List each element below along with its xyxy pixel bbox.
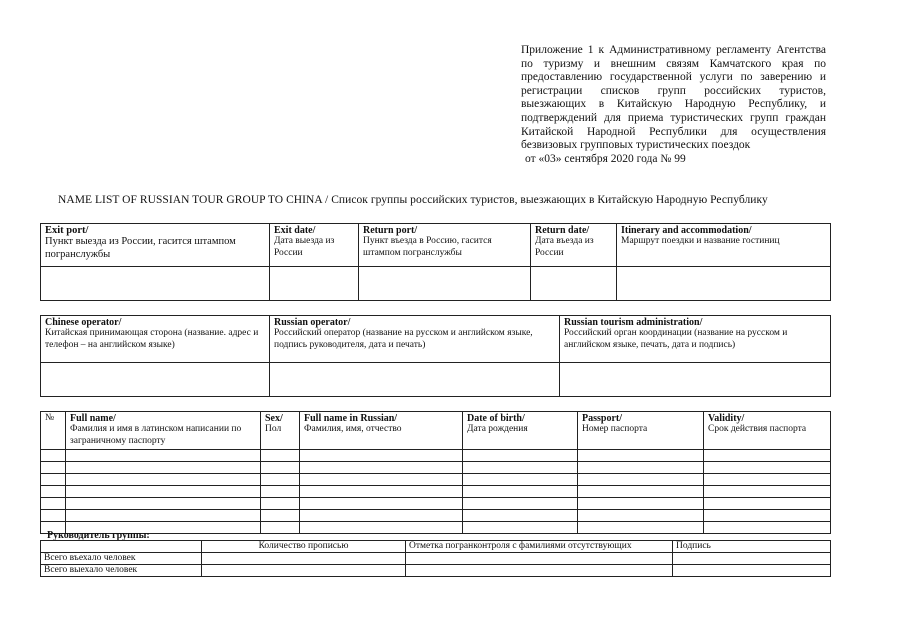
appendix-last-line: групповых туристических поездок: [580, 139, 751, 152]
group-leader-label: Руководитель группы:: [47, 530, 150, 541]
full-name-header: Full name/ Фамилия и имя в латинском написании по заграничному паспорту: [66, 412, 261, 450]
return-date-header: Return date/ Дата въезда из России: [531, 224, 617, 267]
exit-port-header: Exit port/ Пункт выезда из России, гасится штампом погранслужбы: [41, 224, 270, 267]
exit-port-field[interactable]: [41, 267, 270, 301]
appendix-date-line: от «03» сентября 2020 года № 99: [525, 152, 686, 165]
russian-operator-field[interactable]: [270, 363, 560, 397]
validity-header: Validity/ Срок действия паспорта: [704, 412, 831, 450]
entered-total-label: Всего въехало человек: [41, 553, 202, 565]
itinerary-header: Itinerary and accommodation/ Маршрут поездки и название гостиниц: [617, 224, 831, 267]
number-header: №: [41, 412, 66, 450]
entered-quantity-field[interactable]: [202, 553, 406, 565]
table-row[interactable]: [41, 462, 831, 474]
appendix-header: [521, 44, 826, 166]
tourists-table: [40, 411, 831, 534]
exit-date-field[interactable]: [270, 267, 359, 301]
tourism-administration-field[interactable]: [560, 363, 831, 397]
entered-signature-field[interactable]: [673, 553, 831, 565]
summary-corner-cell: [41, 541, 202, 553]
exited-border-mark-field[interactable]: [406, 565, 673, 577]
exited-signature-field[interactable]: [673, 565, 831, 577]
exited-quantity-field[interactable]: [202, 565, 406, 577]
date-of-birth-header: Date of birth/ Дата рождения: [463, 412, 578, 450]
exited-total-label: Всего выехало человек: [41, 565, 202, 577]
tourism-administration-header: Russian tourism administration/ Российский орган координации (название на русском и английском языке, печать, дата и подпись): [560, 316, 831, 363]
table-row[interactable]: [41, 498, 831, 510]
exit-date-header: Exit date/ Дата выезда из России: [270, 224, 359, 267]
full-name-russian-header: Full name in Russian/ Фамилия, имя, отчество: [300, 412, 463, 450]
appendix-text: Приложение 1 к Административному регламенту Агентства по туризму и внешним связям Камчатского края по предоставлению государственной услуги по заверению и регистрации списков групп российских туристов, выезжающих в Китайскую Народную Республику, и подтверждений для приема туристических групп граждан Китайской Народной Республики для осуществления безвизовых: [521, 44, 826, 152]
summary-table: [40, 540, 831, 577]
chinese-operator-header: Chinese operator/ Китайская принимающая сторона (название. адрес и телефон – на английском языке): [41, 316, 270, 363]
operators-table: [40, 315, 831, 397]
route-table: [40, 223, 831, 301]
quantity-words-header: Количество прописью: [202, 541, 406, 553]
passport-header: Passport/ Номер паспорта: [578, 412, 704, 450]
sex-header: Sex/ Пол: [261, 412, 300, 450]
entered-border-mark-field[interactable]: [406, 553, 673, 565]
table-row[interactable]: [41, 486, 831, 498]
table-row[interactable]: [41, 450, 831, 462]
table-row[interactable]: [41, 522, 831, 534]
signature-header: Подпись: [673, 541, 831, 553]
russian-operator-header: Russian operator/ Российский оператор (название на русском и английском языке, подпись руководителя, дата и печать): [270, 316, 560, 363]
return-date-field[interactable]: [531, 267, 617, 301]
table-row[interactable]: [41, 510, 831, 522]
document-title: NAME LIST OF RUSSIAN TOUR GROUP TO CHINA / Список группы российских туристов, выезжающих в Китайскую Народную Республику: [58, 194, 768, 206]
return-port-header: Return port/ Пункт въезда в Россию, гасится штампом погранслужбы: [359, 224, 531, 267]
table-row[interactable]: [41, 474, 831, 486]
return-port-field[interactable]: [359, 267, 531, 301]
chinese-operator-field[interactable]: [41, 363, 270, 397]
itinerary-field[interactable]: [617, 267, 831, 301]
border-control-header: Отметка погранконтроля с фамилиями отсутствующих: [406, 541, 673, 553]
